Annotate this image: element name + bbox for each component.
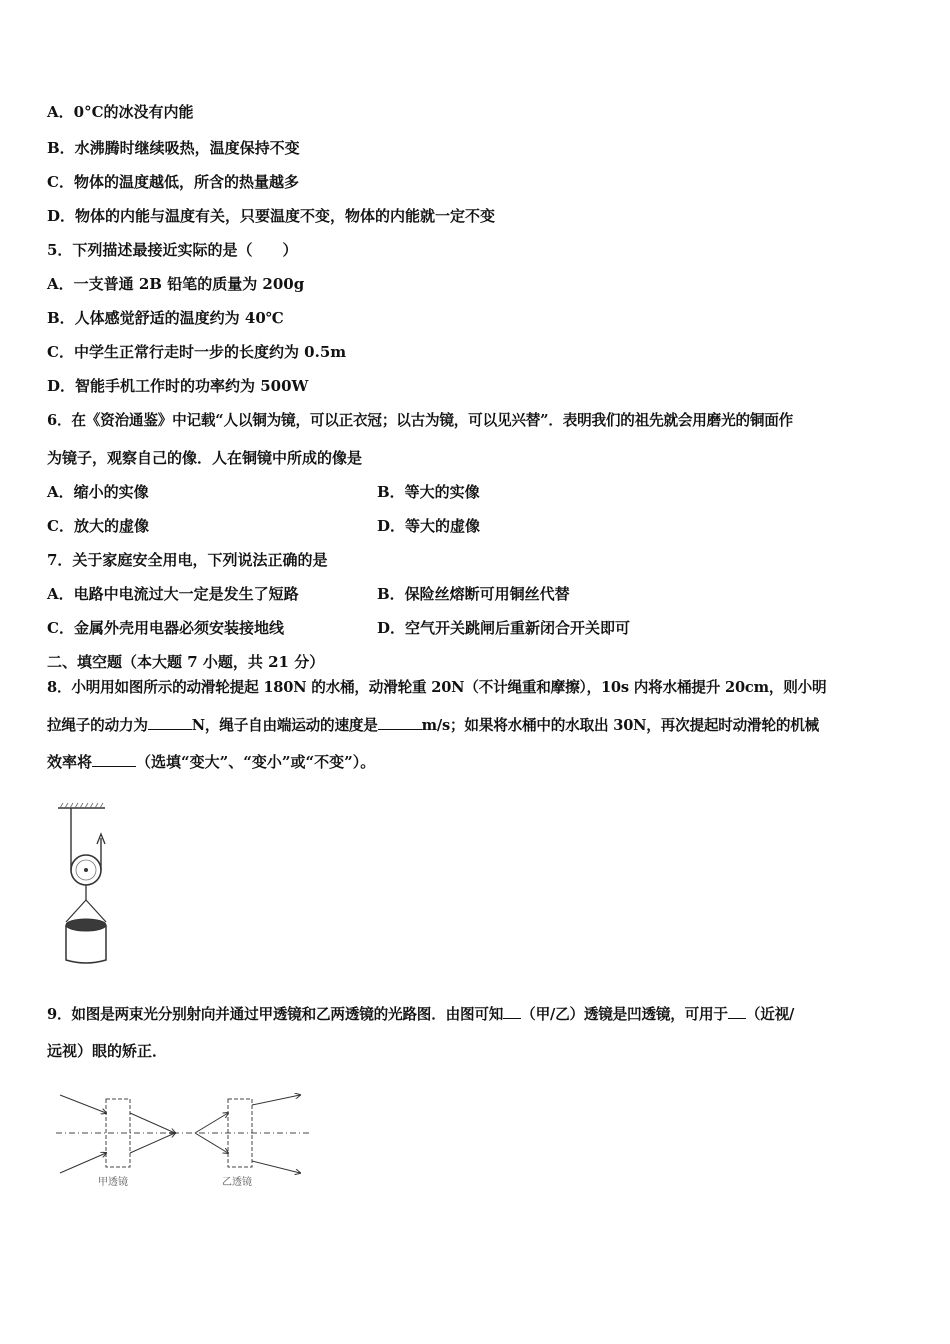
- water-surface: [66, 919, 106, 931]
- q8-line2: [47, 715, 819, 736]
- q8-line3-part1: 效率将: [47, 753, 93, 771]
- section-title: 二、填空题（本大题 7 小题，共 21 分）: [47, 653, 325, 671]
- q4-option-a: A．0°C的冰没有内能: [47, 103, 194, 121]
- q5-option-a: A．一支普通 2B 铅笔的质量为 200g: [47, 275, 305, 293]
- lens-ray-diagram: [50, 1085, 320, 1195]
- q8-line2-part2: N，绳子自由端运动的速度是: [191, 717, 378, 734]
- q6-stem-line1: 6．在《资治通鉴》中记载“人以铜为镜，可以正衣冠；以古为镜，可以见兴替”．表明我们的祖先就会用磨光的铜面作: [47, 412, 794, 429]
- q9-line1-part1: 9．如图是两束光分别射向并通过甲透镜和乙两透镜的光路图．由图可知: [47, 1006, 504, 1023]
- q4-option-b: B．水沸腾时继续吸热，温度保持不变: [47, 139, 300, 157]
- q4-option-d: D．物体的内能与温度有关，只要温度不变，物体的内能就一定不变: [47, 207, 496, 225]
- q6-option-b: B．等大的实像: [377, 483, 480, 501]
- q8-line2-part3: m/s；如果将水桶中的水取出 30N，再次提起时动滑轮的机械: [421, 717, 820, 734]
- q7-option-c: C．金属外壳用电器必须安装接地线: [47, 619, 284, 637]
- q7-option-a: A．电路中电流过大一定是发生了短路: [47, 585, 299, 603]
- q8-blank-force[interactable]: [148, 715, 192, 730]
- q9-line1-part2: （甲/乙）透镜是凹透镜，可用于: [521, 1006, 728, 1023]
- q9-blank-lens[interactable]: [503, 1004, 521, 1019]
- q5-option-b: B．人体感觉舒适的温度约为 40℃: [47, 309, 284, 327]
- q6-option-c: C．放大的虚像: [47, 517, 149, 535]
- q8-blank-speed[interactable]: [378, 715, 422, 730]
- q8-line1: 8．小明用如图所示的动滑轮提起 180N 的水桶，动滑轮重 20N（不计绳重和摩擦），10s 内将水桶提升 20cm，则小明: [47, 679, 827, 696]
- q8-blank-efficiency[interactable]: [92, 752, 136, 767]
- q7-option-b: B．保险丝熔断可用铜丝代替: [377, 585, 570, 603]
- q9-line1: [47, 1004, 794, 1025]
- q6-option-d: D．等大的虚像: [377, 517, 481, 535]
- pulley-figure: [50, 800, 130, 970]
- q8-line3-part2: （选填“变大”、“变小”或“不变”）。: [136, 753, 376, 771]
- q7-stem: 7．关于家庭安全用电，下列说法正确的是: [47, 551, 328, 569]
- q5-option-c: C．中学生正常行走时一步的长度约为 0.5m: [47, 343, 347, 361]
- lens-jia-label: 甲透镜: [98, 1177, 128, 1188]
- q9-blank-eye[interactable]: [728, 1004, 746, 1019]
- ceiling-support: [58, 803, 105, 808]
- q5-option-d: D．智能手机工作时的功率约为 500W: [47, 377, 309, 395]
- q4-option-c: C．物体的温度越低，所含的热量越多: [47, 173, 299, 191]
- lens-yi: [195, 1095, 300, 1173]
- lens-yi-label: 乙透镜: [222, 1177, 252, 1188]
- q9-line1-part3: （近视/: [745, 1006, 795, 1023]
- q5-stem: 5．下列描述最接近实际的是（ ）: [47, 241, 298, 259]
- lens-jia: [60, 1095, 175, 1173]
- q6-option-a: A．缩小的实像: [47, 483, 149, 501]
- q7-option-d: D．空气开关跳闸后重新闭合开关即可: [377, 619, 631, 637]
- q8-line2-part1: 拉绳子的动力为: [47, 717, 148, 734]
- q6-stem-line2: 为镜子，观察自己的像．人在铜镜中所成的像是: [47, 449, 363, 467]
- q8-line3: [47, 752, 375, 772]
- q9-line2: 远视）眼的矫正．: [47, 1042, 168, 1060]
